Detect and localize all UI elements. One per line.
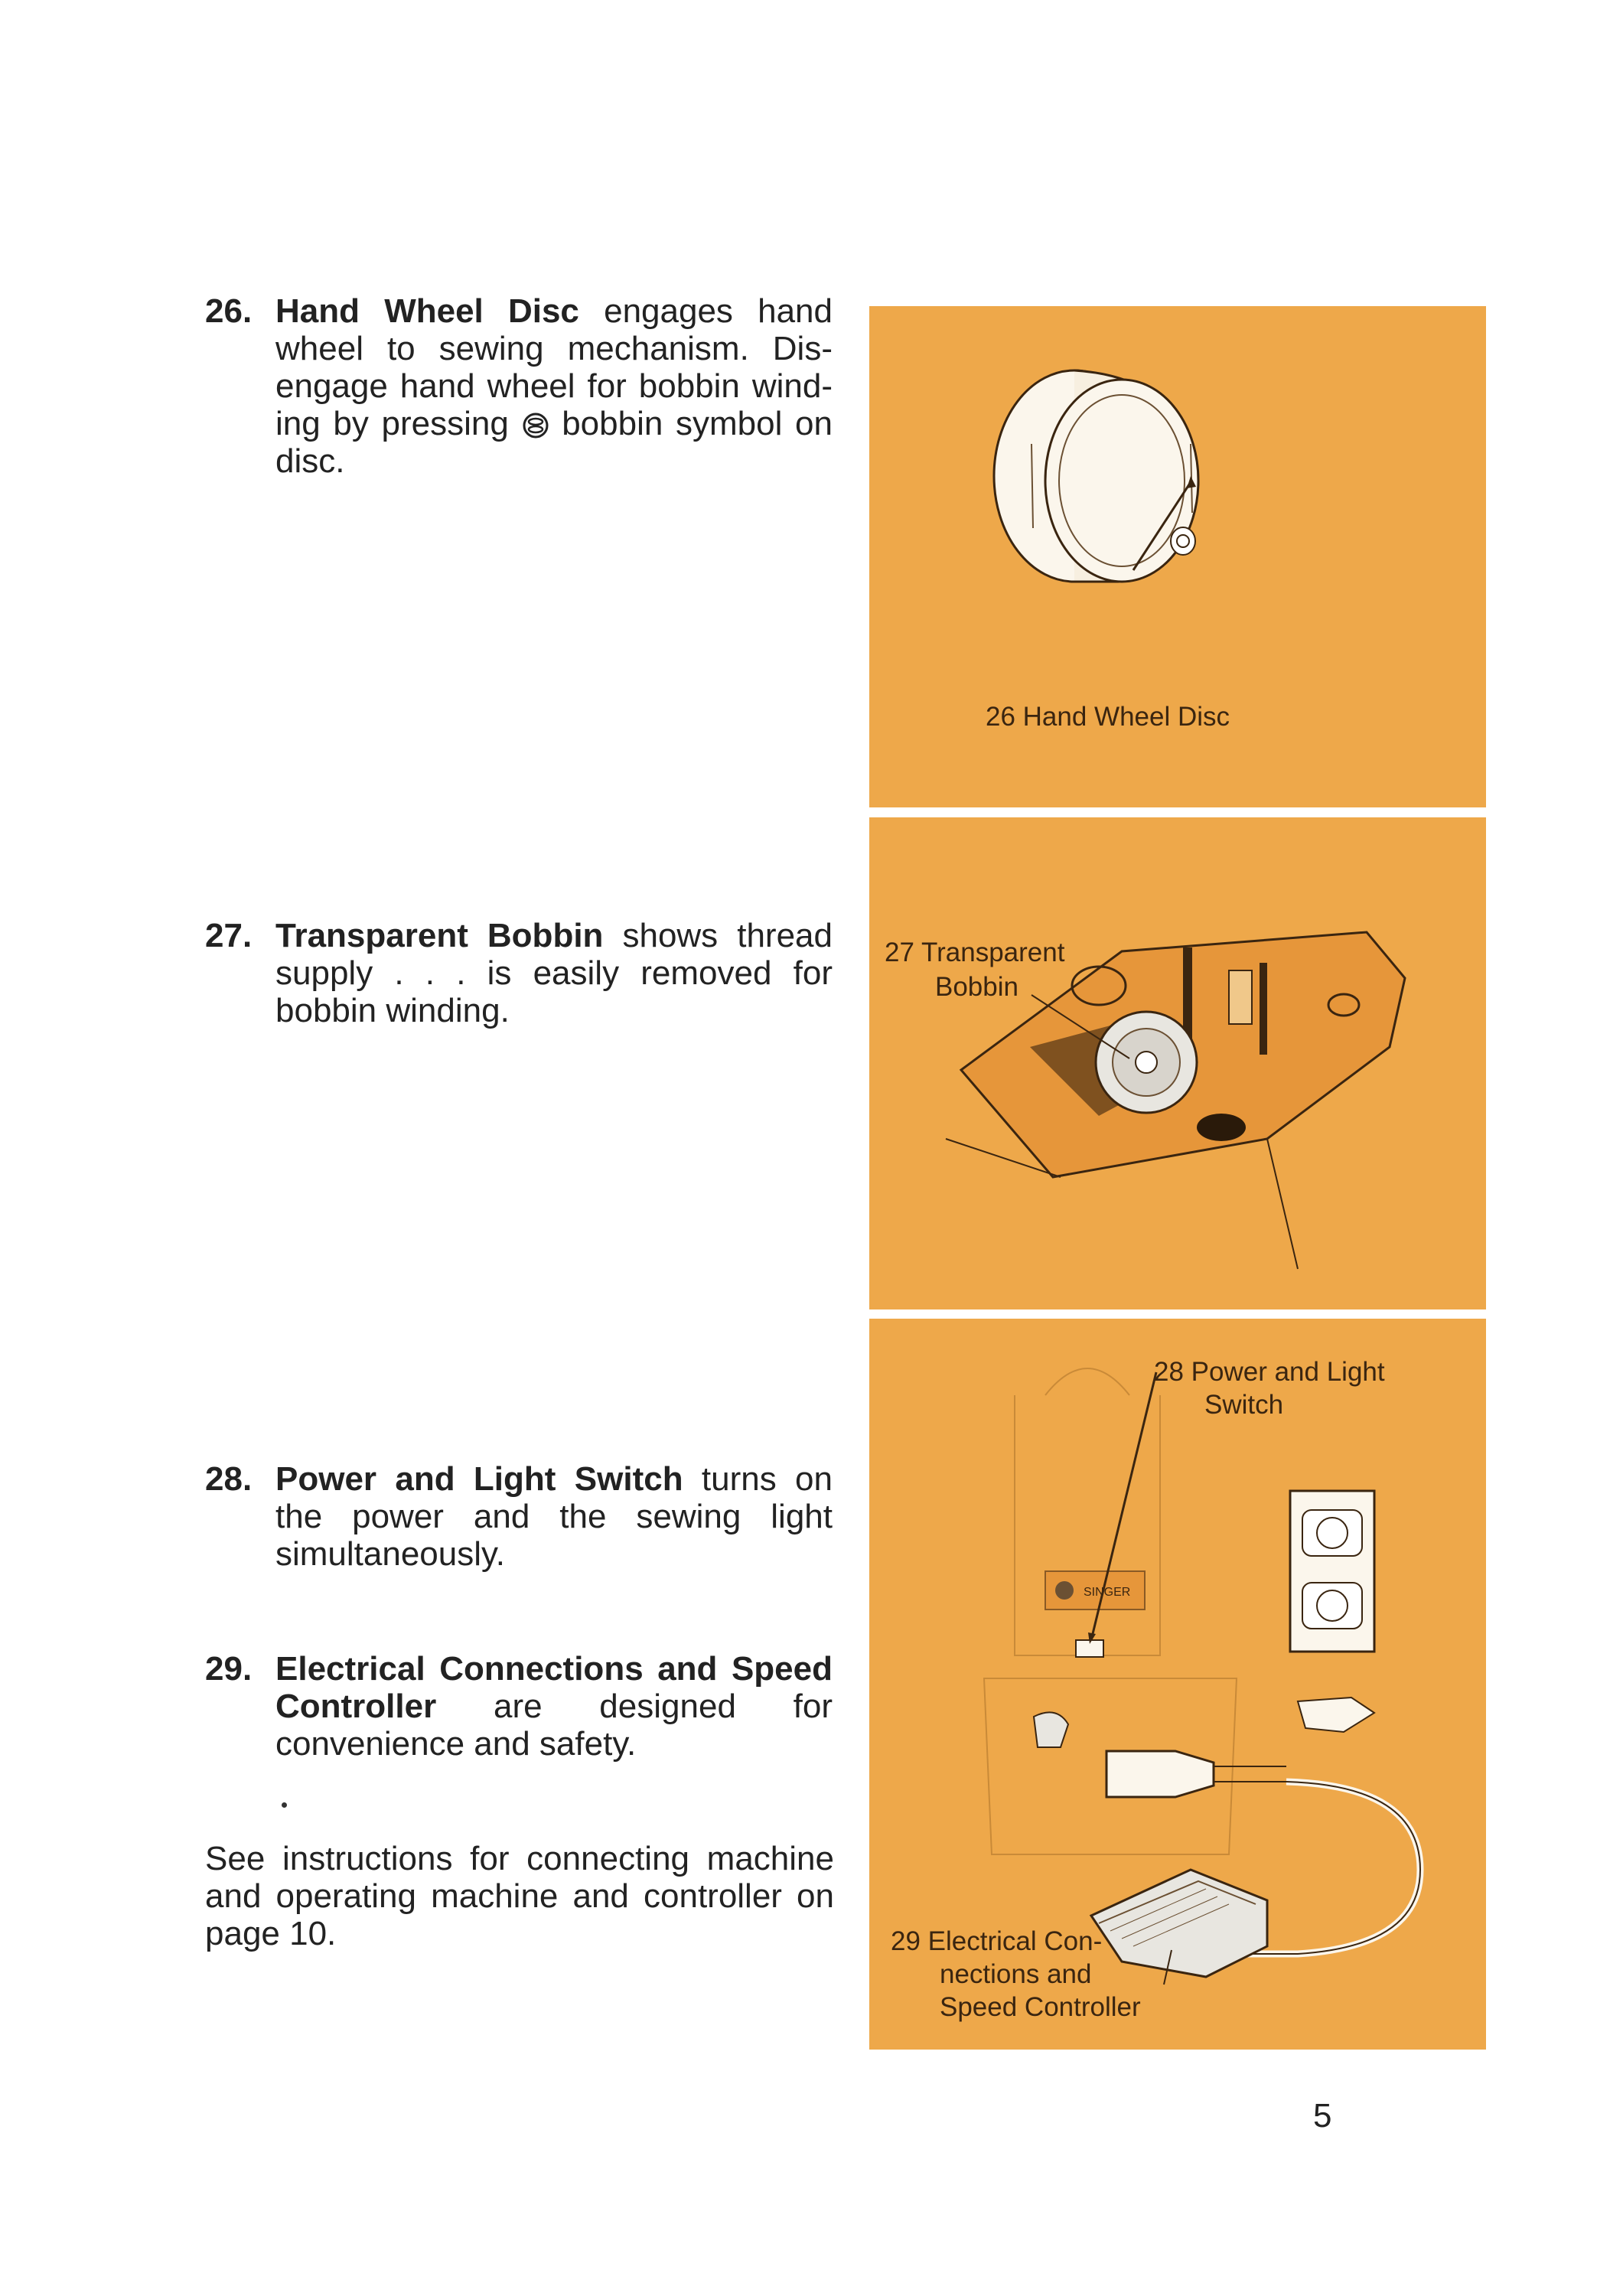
item-number: 27. [205, 917, 253, 954]
item-text: are designed for convenience and safety. [275, 1688, 833, 1763]
figure-hand-wheel-disc [869, 306, 1486, 807]
caption-28-line2: Switch [1204, 1390, 1284, 1420]
item-text: shows thread supply . . . is easily removed for bobbin winding. [275, 917, 833, 1029]
figure-power-switch-and-controller [869, 1319, 1486, 2050]
item-body [275, 1650, 833, 1763]
item-28 [205, 1460, 833, 1573]
item-number: 28. [205, 1460, 253, 1498]
item-number: 29. [205, 1650, 253, 1688]
caption-28-line1: 28 Power and Light [1154, 1357, 1385, 1387]
caption-29-line3: Speed Controller [940, 1992, 1141, 2022]
item-text: engages hand wheel to sewing mechanism. Dis-engage hand wheel for bobbin wind-ing by pressing [275, 292, 833, 442]
item-text-continued: bobbin symbol on disc. [275, 405, 833, 480]
item-number: 26. [205, 292, 253, 330]
item-29 [205, 1650, 833, 1763]
caption-26: 26 Hand Wheel Disc [986, 702, 1230, 732]
item-text: turns on the power and the sewing light simultaneously. [275, 1460, 833, 1573]
item-term: Power and Light Switch [275, 1460, 683, 1498]
item-27 [205, 917, 833, 1029]
item-body [275, 292, 833, 480]
caption-29-line1: 29 Electrical Con- [891, 1926, 1103, 1956]
see-instructions: See instructions for connecting machine and operating machine and controller on page 10. [205, 1840, 834, 1952]
figure-transparent-bobbin [869, 817, 1486, 1309]
page-number: 5 [1313, 2097, 1332, 2135]
item-body [275, 917, 833, 1029]
item-26 [205, 292, 833, 480]
item-term: Electrical Connections and Speed Controller [275, 1650, 833, 1725]
caption-27-line2: Bobbin [935, 972, 1018, 1002]
bobbin-illustration [869, 817, 1486, 1309]
item-term: Hand Wheel Disc [275, 292, 579, 330]
caption-29-line2: nections and [940, 1959, 1092, 1989]
bullet-dot [282, 1802, 287, 1808]
caption-27-line1: 27 Transparent [885, 938, 1065, 967]
item-term: Transparent Bobbin [275, 917, 604, 954]
bobbin-symbol-icon [522, 412, 549, 439]
machine-badge: SINGER [1084, 1586, 1131, 1599]
item-body [275, 1460, 833, 1573]
